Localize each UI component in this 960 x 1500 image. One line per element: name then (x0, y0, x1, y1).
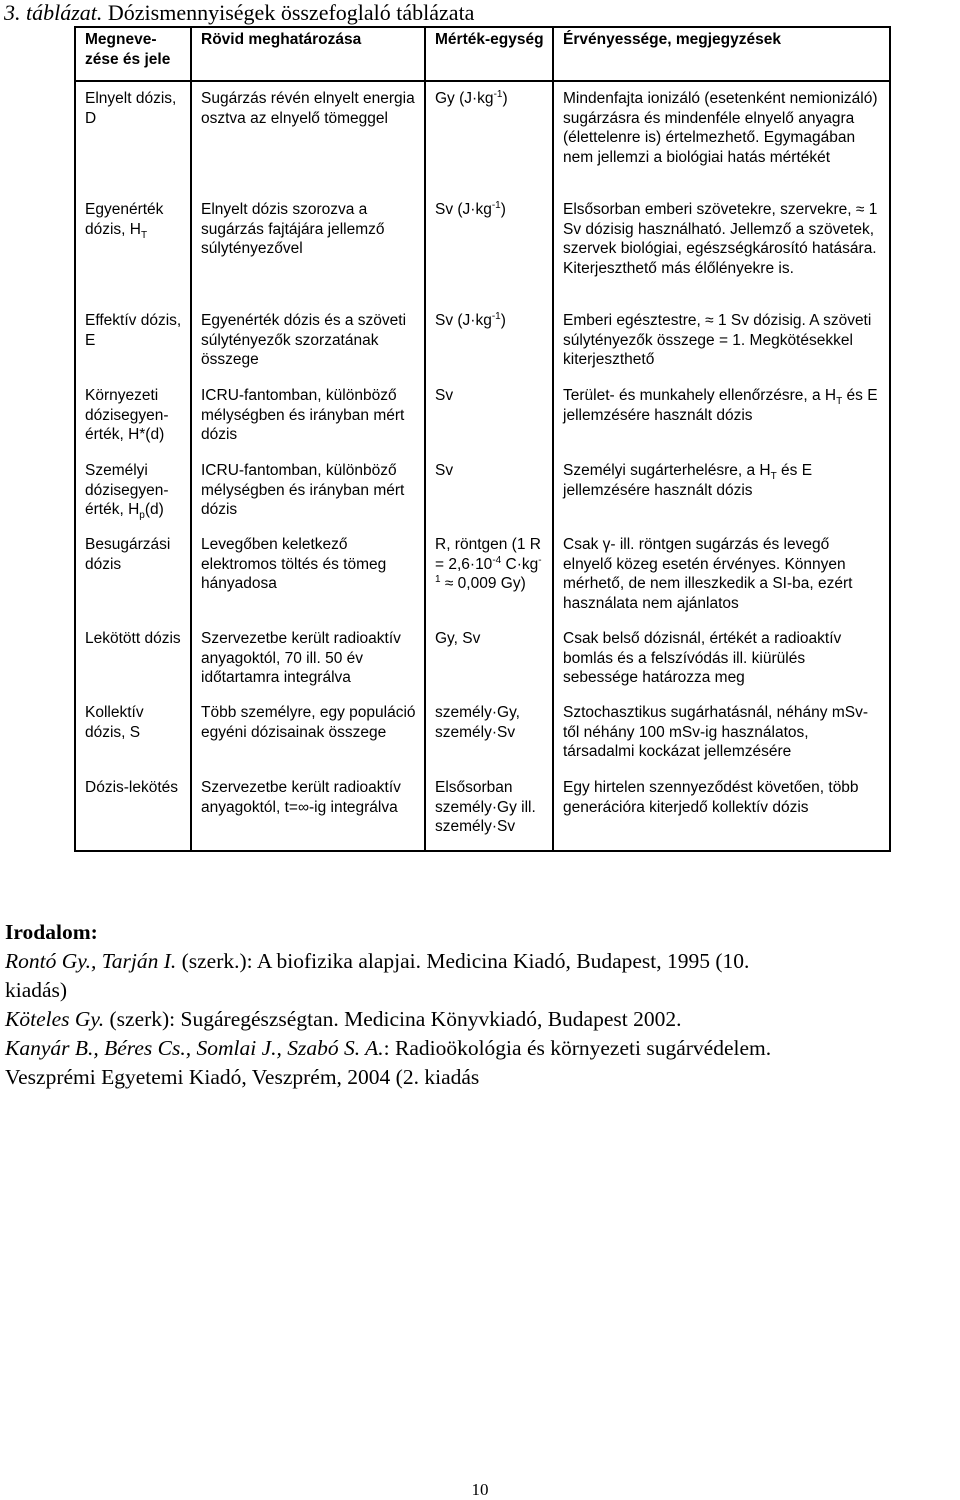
cell-name: Egyenérték dózis, $H_T$ (75, 193, 191, 304)
cell-validity: Emberi egésztestre, ≈ 1 Sv dózisig. A szöveti súlytényezők összege = 1. Megkötésekkel kiterjeszthető (553, 304, 890, 379)
caption-number: 3. táblázat. (4, 0, 103, 25)
cell-unit: Sv $(J\cdot kg^{-1})$ (425, 304, 553, 379)
cell-name: Lekötött dózis (75, 622, 191, 696)
cell-definition: Egyenérték dózis és a szöveti súlytényezők szorzatának összege (191, 304, 425, 379)
reference-continuation: Veszprémi Egyetemi Kiadó, Veszprém, 2004 (2. kiadás (5, 1065, 480, 1089)
cell-name: Effektív dózis, E (75, 304, 191, 379)
cell-definition: Elnyelt dózis szorozva a sugárzás fajtájára jellemző súlytényezővel (191, 193, 425, 304)
cell-validity: Egy hirtelen szennyeződést követően, több generációra kiterjedő kollektív dózis (553, 771, 890, 851)
cell-unit: Sv $(J\cdot kg^{-1})$ (425, 193, 553, 304)
table-row (75, 696, 890, 771)
cell-name: Dózis-lekötés (75, 771, 191, 851)
header-name: Megneve-zése és jele (75, 27, 191, 81)
cell-validity: Csak belső dózisnál, értékét a radioaktív bomlás és a felszívódás ill. kiürülés sebessége határozza meg (553, 622, 890, 696)
cell-definition: Szervezetbe került radioaktív anyagoktól, 70 ill. 50 év időtartamra integrálva (191, 622, 425, 696)
cell-definition: ICRU-fantomban, különböző mélységben és irányban mért dózis (191, 454, 425, 528)
references-heading: Irodalom: (5, 920, 98, 944)
cell-unit: Sv (425, 379, 553, 454)
reference-item (5, 947, 960, 976)
cell-definition: Több személyre, egy populáció egyéni dózisainak összege (191, 696, 425, 771)
reference-text: : Radioökológia és környezeti sugárvédelem. (383, 1036, 772, 1060)
cell-name: Személyi dózisegyen-érték, $H_p(d)$ (75, 454, 191, 528)
header-definition: Rövid meghatározása (191, 27, 425, 81)
table-header-row (75, 27, 890, 81)
cell-name: Kollektív dózis, S (75, 696, 191, 771)
reference-authors: Köteles Gy. (5, 1007, 105, 1031)
table-row (75, 622, 890, 696)
cell-definition: ICRU-fantomban, különböző mélységben és irányban mért dózis (191, 379, 425, 454)
reference-text: (szerk): Sugáregészségtan. Medicina Könyvkiadó, Budapest 2002. (104, 1007, 682, 1031)
header-unit: Mérték-egység (425, 27, 553, 81)
reference-text: (szerk.): A biofizika alapjai. Medicina Kiadó, Budapest, 1995 (10. (176, 949, 750, 973)
reference-item (5, 1034, 960, 1063)
cell-definition: Szervezetbe került radioaktív anyagoktól, t=∞-ig integrálva (191, 771, 425, 851)
cell-unit: Sv (425, 454, 553, 528)
cell-name: Besugárzási dózis (75, 528, 191, 622)
table-caption (4, 0, 474, 26)
reference-item (5, 1005, 960, 1034)
cell-unit: személy·Gy, személy·Sv (425, 696, 553, 771)
cell-validity: Csak γ- ill. röntgen sugárzás és levegő elnyelő közeg esetén érvényes. Könnyen mérhető, de nem illeszkedik a SI-ba, ezért használata nem ajánlatos (553, 528, 890, 622)
page-number: 10 (471, 1480, 489, 1499)
table-row (75, 454, 890, 528)
table-row (75, 771, 890, 851)
cell-validity: Sztochasztikus sugárhatásnál, néhány mSv-től néhány 100 mSv-ig használatos, társadalmi kockázat jellemzésére (553, 696, 890, 771)
cell-name: Elnyelt dózis, D (75, 81, 191, 193)
reference-authors: Kanyár B., Béres Cs., Somlai J., Szabó S. A. (5, 1036, 384, 1060)
table-row (75, 528, 890, 622)
cell-validity: Elsősorban emberi szövetekre, szervekre, ≈ 1 Sv dózisig használható. Jellemző a szövetek, szervek biológiai, egészségkárosító hatására. Kiterjeszthető más élőlényekre is. (553, 193, 890, 304)
table-row (75, 193, 890, 304)
table-row (75, 379, 890, 454)
table-row (75, 81, 890, 193)
cell-validity: Mindenfajta ionizáló (esetenként nemionizáló) sugárzásra és mindenféle elnyelő anyagra (élettelenre is) értelmezhető. Egymagában nem jellemzi a biológiai hatás mértékét (553, 81, 890, 193)
cell-unit: Gy, Sv (425, 622, 553, 696)
cell-validity: Terület- és munkahely ellenőrzésre, a $H_T$ és E jellemzésére használt dózis (553, 379, 890, 454)
dose-quantities-table (74, 26, 891, 852)
table-row (75, 304, 890, 379)
cell-unit: Gy $(J\cdot kg^{-1})$ (425, 81, 553, 193)
reference-continuation: kiadás) (5, 978, 68, 1002)
cell-definition: Sugárzás révén elnyelt energia osztva az elnyelő tömeggel (191, 81, 425, 193)
cell-unit: R, röntgen (1 $R = 2,6\cdot 10^{-4}$ $C\cdot kg^{-1} \approx 0,009$ Gy) (425, 528, 553, 622)
references-section (5, 918, 960, 1092)
cell-definition: Levegőben keletkező elektromos töltés és tömeg hányadosa (191, 528, 425, 622)
caption-title: Dózismennyiségek összefoglaló táblázata (107, 0, 475, 25)
cell-name: Környezeti dózisegyen-érték, H*(d) (75, 379, 191, 454)
header-validity: Érvényessége, megjegyzések (553, 27, 890, 81)
cell-unit: Elsősorban személy·Gy ill. személy·Sv (425, 771, 553, 851)
cell-validity: Személyi sugárterhelésre, a $H_T$ és E jellemzésére használt dózis (553, 454, 890, 528)
reference-authors: Rontó Gy., Tarján I. (5, 949, 177, 973)
